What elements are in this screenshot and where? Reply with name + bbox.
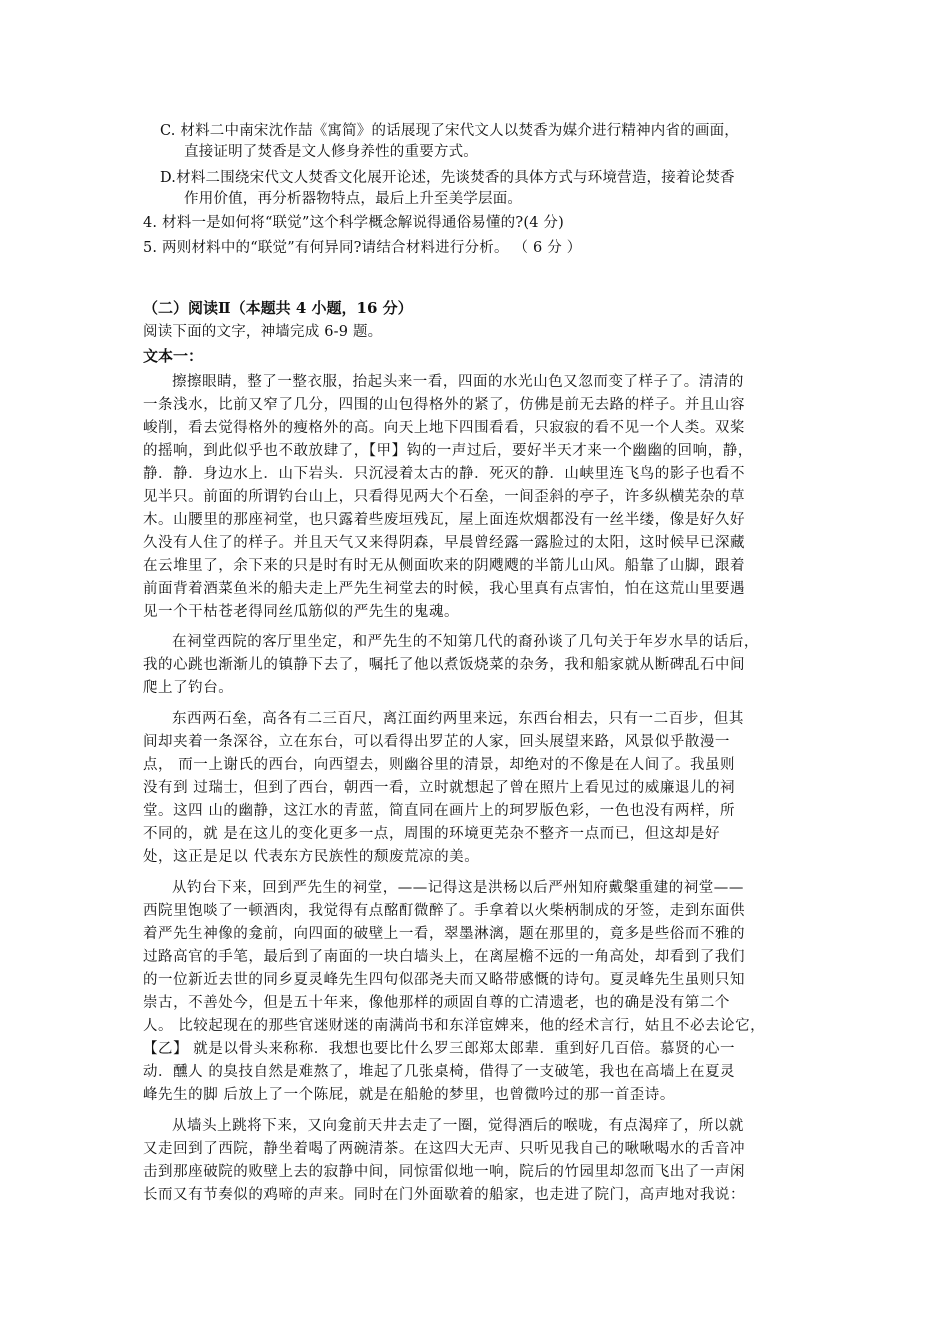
passage-line: 崇古，不善处今，但是五十年来，像他那样的顽固自尊的亡清遗老，也的确是没有第二个 xyxy=(143,995,730,1011)
passage-line: 长而又有节奏似的鸡啼的声来。同时在门外面歇着的船家，也走进了院门，高声地对我说： xyxy=(143,1187,745,1203)
passage-line: 间却夹着一条深谷，立在东台，可以看得出罗芷的人家，回头展望来路，风景似乎散漫一 xyxy=(143,734,730,750)
passage-line: 又走回到了西院，静坐着喝了两碗清茶。在这四大无声、只听见我自己的啾啾喝水的舌音冲 xyxy=(143,1141,745,1157)
passage-line: 的一位新近去世的同乡夏灵峰先生四句似邵尧夫而又略带感慨的诗句。夏灵峰先生虽则只知 xyxy=(143,972,745,988)
passage-line: 点， 而一上谢氏的西台，向西望去，则幽谷里的清景，却绝对的不像是在人间了。我虽则 xyxy=(143,757,736,773)
passage-line: 东西两石垒，高各有二三百尺，离江面约两里来远，东西台相去，只有一二百步，但其 xyxy=(172,711,744,727)
passage-line: 动．醺人 的臭技自然是难熬了，堆起了几张桌椅，借得了一支破笔，我也在高墙上在夏灵 xyxy=(143,1064,736,1080)
passage-line: 着严先生神像的龛前，向四面的破壁上一看，翠墨淋漓，题在那里的，竟多是些俗而不雅的 xyxy=(143,926,745,942)
section-heading: （二）阅读Ⅱ（本题共 4 小题，16 分） xyxy=(143,299,413,317)
section-instruction: 阅读下面的文字，神墙完成 6-9 题。 xyxy=(143,324,383,340)
option-c-line-2: 直接证明了焚香是文人修身养性的重要方式。 xyxy=(184,144,478,160)
passage-line: 久没有人住了的样子。并且天气又来得阴森，早晨曾经露一露脸过的太阳，这时候早已深藏 xyxy=(143,535,745,551)
passage-line: 过路高官的手笔，最后到了南面的一块白墙头上，在离屋檐不远的一角高处，却看到了我们 xyxy=(143,949,745,965)
passage-line: 的摇响，到此似乎也不敢放肆了，【甲】钩的一声过后，要好半天才来一个幽幽的回响，静， xyxy=(143,443,753,459)
question-5: 5. 两则材料中的“联觉”有何异同?请结合材料进行分析。 （ 6 分 ） xyxy=(143,240,582,256)
passage-line: 堂。这四 山的幽静，这江水的青蓝，简直同在画片上的珂罗版色彩，一色也没有两样，所 xyxy=(143,803,736,819)
passage-line: 在祠堂西院的客厅里坐定，和严先生的不知第几代的裔孙谈了几句关于年岁水旱的话后， xyxy=(172,634,759,650)
passage-line: 不同的，就 是在这儿的变化更多一点，周围的环境更芜杂不整齐一点而已，但这却是好 xyxy=(143,826,721,842)
passage-line: 从墙头上跳将下来，又向龛前天井去走了一圈，觉得酒后的喉咙，有点渴痒了，所以就 xyxy=(172,1118,744,1134)
passage-line: 从钓台下来，回到严先生的祠堂，——记得这是洪杨以后严州知府戴槃重建的祠堂—— xyxy=(172,880,744,896)
option-c-line-1: C. 材料二中南宋沈作喆《寓简》的话展现了宋代文人以焚香为媒介进行精神内省的画面， xyxy=(160,123,739,139)
passage-line: 见半只。前面的所谓钓台山上，只看得见两大个石垒，一间歪斜的亭子，许多纵横芜杂的草 xyxy=(143,489,745,505)
passage-line: 静．静．身边水上．山下岩头．只沉浸着太古的静．死灭的静．山峡里连飞鸟的影子也看不 xyxy=(143,466,745,482)
passage-line: 峰先生的脚 后放上了一个陈屁，就是在船舱的梦里，也曾微吟过的那一首歪诗。 xyxy=(143,1087,675,1103)
passage-line: 我的心跳也渐渐儿的镇静下去了，嘱托了他以煮饭烧菜的杂务，我和船家就从断碑乱石中间 xyxy=(143,657,745,673)
passage-line: 峻削，看去觉得格外的瘦格外的高。向天上地下四围看看，只寂寂的看不见一个人类。双桨 xyxy=(143,420,745,436)
passage-line: 前面背着酒菜鱼米的船夫走上严先生祠堂去的时候，我心里真有点害怕，怕在这荒山里要遇 xyxy=(143,581,745,597)
passage-line: 爬上了钓台。 xyxy=(143,680,234,696)
passage-line: 击到那座破院的败壁上去的寂静中间，同惊雷似地一响，院后的竹园里却忽而飞出了一声闲 xyxy=(143,1164,745,1180)
passage-line: 在云堆里了，余下来的只是时有时无从侧面吹来的阴飕飕的半箭儿山风。船靠了山脚，跟着 xyxy=(143,558,745,574)
passage-line: 没有到 过瑞士，但到了西台，朝西一看，立时就想起了曾在照片上看见过的威廉退儿的祠 xyxy=(143,780,736,796)
passage-line: 西院里饱啖了一顿酒肉，我觉得有点酩酊微醉了。手拿着以火柴柄制成的牙签，走到东面供 xyxy=(143,903,745,919)
option-d-line-2: 作用价值，再分析器物特点，最后上升至美学层面。 xyxy=(184,191,523,207)
passage-line: 一条浅水，比前又窄了几分，四围的山包得格外的紧了，仿佛是前无去路的样子。并且山容 xyxy=(143,397,745,413)
passage-line: 木。山腰里的那座祠堂，也只露着些废垣残瓦，屋上面连炊烟都没有一丝半缕，像是好久好 xyxy=(143,512,745,528)
passage-line: 人。 比较起现在的那些官迷财迷的南满尚书和东洋宦婢来，他的经术言行，姑且不必去论它， xyxy=(143,1018,766,1034)
question-4: 4. 材料一是如何将“联觉”这个科学概念解说得通俗易懂的?(4 分) xyxy=(143,215,564,231)
passage-line: 处，这正是足以 代表东方民族性的颓废荒凉的美。 xyxy=(143,849,480,865)
text-one-label: 文本一： xyxy=(143,347,204,365)
passage-line: 擦擦眼睛，整了一整衣服，抬起头来一看，四面的水光山色又忽而变了样子了。清清的 xyxy=(172,374,744,390)
passage-line: 【乙】 就是以骨头来称称．我想也要比什么罗三郎郑太郎辈．重到好几百倍。慕贤的心一 xyxy=(143,1041,736,1057)
passage-line: 见一个干枯苍老得同丝瓜筋似的严先生的鬼魂。 xyxy=(143,604,460,620)
option-d-line-1: D.材料二围绕宋代文人焚香文化展开论述，先谈焚香的具体方式与环境营造，接着论焚香 xyxy=(160,170,735,186)
